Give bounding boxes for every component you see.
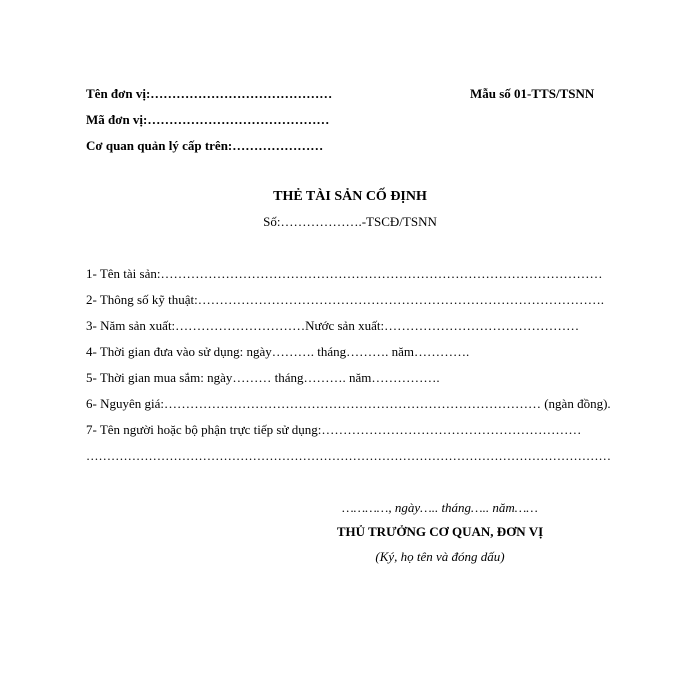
signature-title: THỦ TRƯỞNG CƠ QUAN, ĐƠN VỊ bbox=[336, 524, 544, 539]
item-date-in-use: 4- Thời gian đưa vào sử dụng: ngày………. tháng………. năm…………. bbox=[86, 344, 470, 359]
document-title: THẺ TÀI SẢN CỐ ĐỊNH bbox=[273, 189, 427, 204]
signature-note: (Ký, họ tên và đóng dấu) bbox=[375, 549, 505, 564]
signature-date-line: …………, ngày….. tháng….. năm…… bbox=[342, 500, 538, 515]
unit-name-field: Tên đơn vị:…………………………………… bbox=[86, 86, 333, 101]
item-original-cost: 6- Nguyên giá:…………………………………………………………………………… (ngàn đồng). bbox=[86, 396, 611, 411]
authority-field: Cơ quan quản lý cấp trên:………………… bbox=[86, 138, 324, 153]
item-technical-specs: 2- Thông số kỹ thuật:…………………………………………………………………………………. bbox=[86, 292, 604, 307]
document-number-line: Số:……………….-TSCĐ/TSNN bbox=[263, 214, 437, 229]
item-responsible-user: 7- Tên người hoặc bộ phận trực tiếp sử dụng:…………………………………………………… bbox=[86, 422, 582, 437]
item-production-year-country: 3- Năm sản xuất:…………………………Nước sản xuất:……………………………………… bbox=[86, 318, 580, 333]
form-number: Mẫu số 01-TTS/TSNN bbox=[470, 86, 595, 101]
item-asset-name: 1- Tên tài sản:………………………………………………………………………………………… bbox=[86, 266, 603, 281]
item-continuation-line: ……………………………………………………………………………………………………………… bbox=[86, 449, 611, 463]
item-purchase-date: 5- Thời gian mua sắm: ngày……… tháng………. năm……………. bbox=[86, 370, 440, 385]
unit-code-field: Mã đơn vị:…………………………………… bbox=[86, 112, 330, 127]
